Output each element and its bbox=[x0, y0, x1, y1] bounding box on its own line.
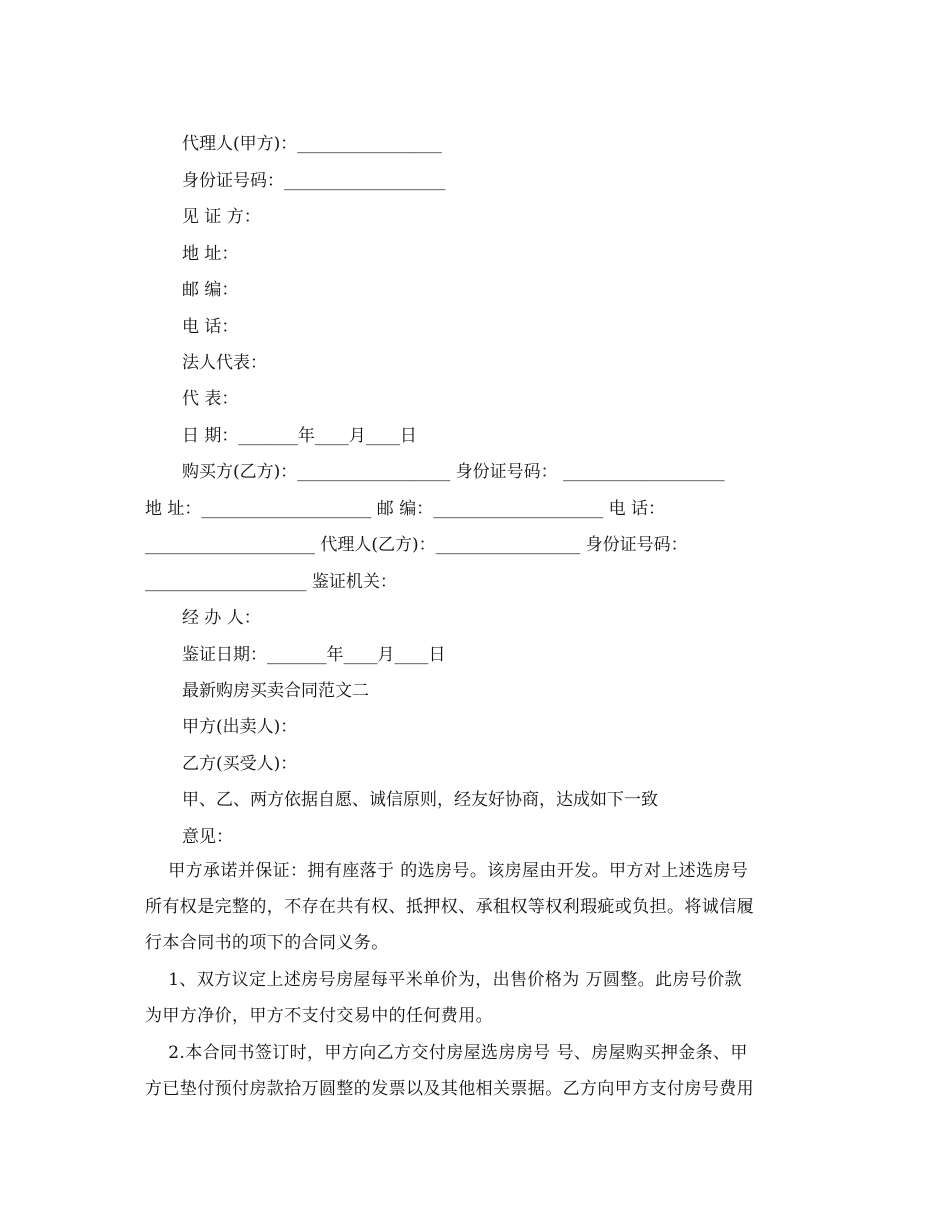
paragraph-1-line-1: 甲方承诺并保证：拥有座落于 的选房号。该房屋由开发。甲方对上述选房号 bbox=[145, 861, 749, 881]
agreement-intro-line: 甲、乙、两方依据自愿、诚信原则，经友好协商，达成如下一致 bbox=[182, 790, 658, 810]
address-line: 地 址： bbox=[182, 244, 239, 264]
section-title: 最新购房买卖合同范文二 bbox=[182, 681, 369, 701]
paragraph-2-line-2: 为甲方净价，甲方不支付交易中的任何费用。 bbox=[145, 1006, 493, 1026]
authentication-date-line: 鉴证日期：_______年____月____日 bbox=[182, 645, 446, 665]
agent-party-a-line: 代理人(甲方)：_________________ bbox=[182, 134, 442, 154]
phone-line: 电 话： bbox=[182, 317, 239, 337]
paragraph-3-line-2: 方已垫付预付房款拾万圆整的发票以及其他相关票据。乙方向甲方支付房号费用 bbox=[145, 1079, 754, 1099]
legal-rep-line: 法人代表： bbox=[182, 353, 267, 373]
id-number-line: 身份证号码：___________________ bbox=[182, 171, 446, 191]
opinion-line: 意见： bbox=[182, 827, 233, 847]
paragraph-3-line-1: 2.本合同书签订时，甲方向乙方交付房屋选房房号 号、房屋购买押金条、甲 bbox=[145, 1043, 748, 1063]
party-b-buyer-line: 乙方(买受人)： bbox=[182, 754, 298, 774]
paragraph-1-line-3: 行本合同书的项下的合同义务。 bbox=[145, 933, 389, 953]
buyer-address-line: 地 址：____________________ 邮 编：____________________ 电 话： bbox=[145, 499, 666, 519]
representative-line: 代 表： bbox=[182, 389, 239, 409]
paragraph-2-line-1: 1、双方议定上述房号房屋每平米单价为，出售价格为 万圆整。此房号价款 bbox=[145, 970, 743, 990]
witness-line: 见 证 方： bbox=[182, 207, 261, 227]
party-a-seller-line: 甲方(出卖人)： bbox=[182, 717, 298, 737]
date-line: 日 期：_______年____月____日 bbox=[182, 426, 417, 446]
buyer-line: 购买方(乙方)：__________________ 身份证号码： ___________________ bbox=[182, 462, 725, 482]
paragraph-1-line-2: 所有权是完整的，不存在共有权、抵押权、承租权等权利瑕疵或负担。将诚信履 bbox=[145, 897, 754, 917]
postcode-line: 邮 编： bbox=[182, 280, 239, 300]
agent-party-b-line: ____________________ 代理人(乙方)：_________________ 身份证号码： bbox=[145, 535, 688, 555]
handler-line: 经 办 人： bbox=[182, 608, 261, 628]
authentication-office-line: ___________________ 鉴证机关： bbox=[145, 572, 397, 592]
